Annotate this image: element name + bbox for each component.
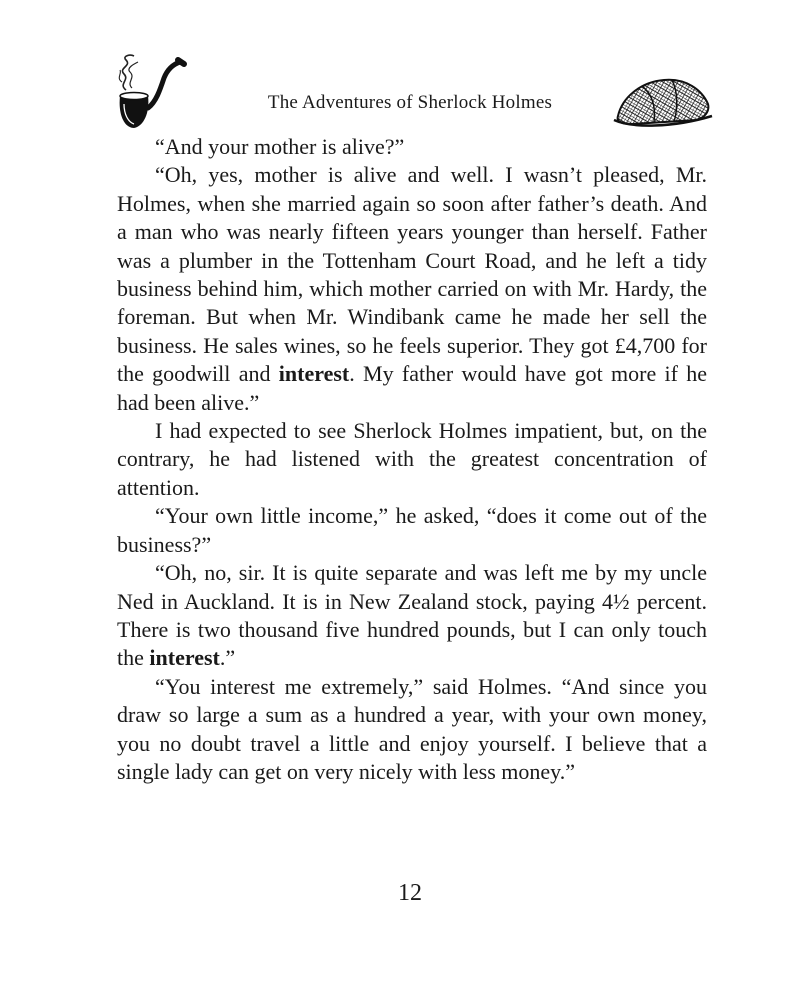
bold-term: interest <box>278 361 350 387</box>
page-header <box>0 0 800 140</box>
text-run: “Oh, no, sir. It is quite separate and was left me by my uncle Ned in Auckland. It is in New Zealand stock, paying 4½ percent. There is two thousand five hundred pounds, but I can only touch the <box>117 560 707 671</box>
body-text <box>117 133 707 786</box>
text-run: “Oh, yes, mother is alive and well. I wasn’t pleased, Mr. Holmes, when she married again so soon after father’s death. And a man who was nearly fifteen years younger than herself. Father was a plumber in the Tottenham Court Road, and he left a tidy business behind him, which mother carried on with Mr. Hardy, the foreman. But when Mr. Windibank came he made her sell the business. He sales wines, so he feels superior. They got £4,700 for the goodwill and <box>117 162 707 387</box>
paragraph <box>117 559 707 673</box>
page-number: 12 <box>398 880 422 906</box>
text-run: “And your mother is alive?” <box>155 134 405 159</box>
paragraph <box>117 133 707 161</box>
paragraph <box>117 673 707 787</box>
bold-term: interest <box>149 645 220 671</box>
text-run: “You interest me extremely,” said Holmes. “And since you draw so large a sum as a hundred a year, with your own money, you no doubt travel a little and enjoy yourself. I believe that a single lady can get on very nicely with less money.” <box>117 673 707 784</box>
paragraph <box>117 161 707 417</box>
text-run: “Your own little income,” he asked, “does it come out of the business?” <box>117 503 707 557</box>
paragraph <box>117 502 707 559</box>
text-run: I had expected to see Sherlock Holmes impatient, but, on the contrary, he had listened with the greatest concentration of attention. <box>117 418 707 500</box>
deerstalker-hat-icon <box>612 70 714 130</box>
text-run: . My father would have got more if he had been alive.” <box>117 361 708 415</box>
paragraph <box>117 417 707 502</box>
running-title: The Adventures of Sherlock Holmes <box>267 92 553 113</box>
text-run: .” <box>219 645 236 671</box>
